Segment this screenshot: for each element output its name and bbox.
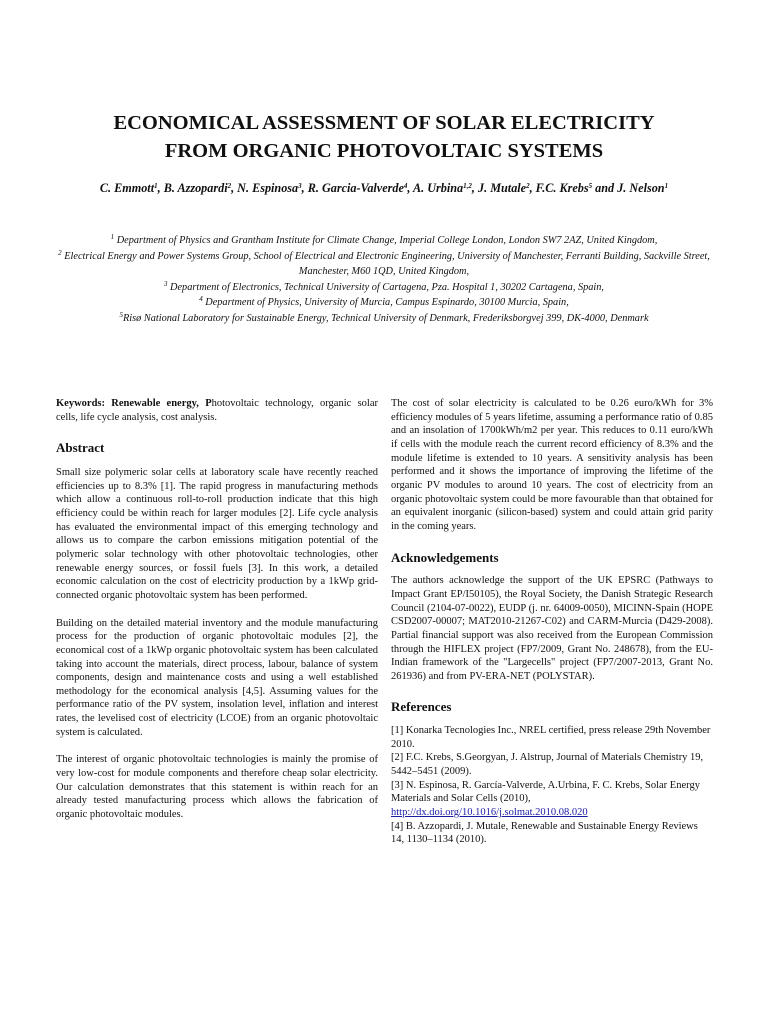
affiliation: [50, 233, 718, 249]
author-affiliation-mark: 4: [403, 182, 408, 190]
author-name: J. Mutale: [478, 181, 527, 195]
affiliation-text: Risø National Laboratory for Sustainable Energy, Technical University of Denmark, Frederiksborgvej 399, DK-4000, Denmark: [122, 312, 649, 324]
abstract-heading: Abstract: [56, 440, 105, 456]
affiliation-mark: 4: [199, 295, 203, 304]
affiliation-text: Department of Physics and Grantham Institute for Climate Change, Imperial College London, London SW7 2AZ, United Kingdom,: [114, 235, 658, 246]
references-heading: References: [391, 699, 452, 715]
affiliation: [50, 280, 718, 296]
author-separator: ,: [301, 181, 308, 195]
keywords-text: hotovoltaic technology, organic solar cells, life cycle analysis, cost analysis.: [56, 398, 378, 423]
abstract-paragraph-3: The interest of organic photovoltaic technologies is mainly the promise of very low-cost for module components and therefore cheap solar electricity. Our calculation demonstrates that this statement is within reach for an already tested manufacturing process which allows the fabrication of organic photovoltaic modules.: [56, 754, 378, 821]
author-affiliation-mark: 1: [154, 182, 158, 190]
reference-3-link[interactable]: http://dx.doi.org/10.1016/j.solmat.2010.08.020: [391, 807, 588, 819]
author-name: B. Azzopardi: [163, 181, 228, 195]
author-affiliation-mark: 1: [664, 182, 669, 190]
author-name: C. Emmott: [99, 181, 155, 195]
affiliation: [50, 249, 718, 280]
affiliation: [50, 295, 718, 311]
author-affiliation-mark: 2: [526, 182, 530, 190]
author-name: N. Espinosa: [237, 181, 299, 195]
reference-4: [4] B. Azzopardi, J. Mutale, Renewable and Sustainable Energy Reviews 14, 1130–1134 (2010).: [391, 820, 698, 846]
author-affiliation-mark: 2: [227, 182, 232, 190]
author-list: [55, 179, 713, 198]
affiliation-mark: 3: [163, 279, 168, 288]
author-affiliation-mark: 3: [298, 182, 302, 190]
affiliation-text: Department of Physics, University of Murcia, Campus Espinardo, 30100 Murcia, Spain,: [202, 297, 569, 309]
keywords-label: Keywords:: [56, 398, 105, 409]
affiliation-mark: 2: [58, 248, 62, 257]
abstract-paragraph-1: Small size polymeric solar cells at laboratory scale have recently reached efficiencies up to 8.3% [1]. The rapid progress in manufacturing methods which allow a continuous roll-to-roll production indicate that this high efficiency could be within reach for larger modules [2]. Life cycle analysis has evaluated the environmental impact of this emerging technology and allows us to compare the carbon emissions mitigation potential of the polymeric solar technology with other photovoltaic technologies, other renewable energy sources, or fossil fuels [3]. In this work, a detailed economic calculation on the cost of electricity production by a 1kWp grid-connected organic photovoltaic system has been performed.: [56, 466, 378, 601]
paper-title: [40, 109, 728, 165]
acknowledgements-heading: Acknowledgements: [391, 549, 499, 565]
author-name: A. Urbina: [413, 181, 464, 195]
author-name: R. Garcia-Valverde: [307, 181, 404, 195]
keywords-bold: Renewable energy, P: [105, 398, 212, 409]
affiliation: [50, 311, 718, 327]
title-line-1: ECONOMICAL ASSESSMENT OF SOLAR ELECTRICITY: [113, 112, 655, 134]
left-column: [56, 397, 378, 822]
reference-3-text: [3] N. Espinosa, R. García-Valverde, A.Urbina, F. C. Krebs, Solar Energy Materials and Solar Cells (2010),: [391, 779, 700, 805]
author-name: J. Nelson: [617, 181, 665, 195]
affiliation-mark: 5: [119, 310, 123, 319]
author-separator: ,: [231, 181, 238, 195]
reference-1: [1] Konarka Tecnologies Inc., NREL certified, press release 29th November 2010.: [391, 725, 711, 750]
author-separator: and: [592, 181, 618, 195]
keywords: [56, 397, 378, 424]
abstract-paragraph-4: The cost of solar electricity is calculated to be 0.26 euro/kWh for 3% efficiency modules of 5 years lifetime, assuming a performance ratio of 0.85 and an insolation of 1700kWh/m2 per year. This reduces to 0.11 euro/kWh if cells with the module reach the current record efficiency of 8.3% and the module lifetime is extended to 10 years. A sensitivity analysis has been performed and it shows the importance of improving the lifetime of the organic PV modules to around 10 years. The cost of electricity from an organic photovoltaic system could be more favourable than that obtained for an equivalent inorganic (silicon-based) system and could attain grid parity in the coming years.: [391, 398, 713, 532]
author-separator: ,: [407, 181, 414, 195]
reference-2: [2] F.C. Krebs, S.Georgyan, J. Alstrup, Journal of Materials Chemistry 19, 5442–5451 (2009).: [391, 752, 704, 778]
author-affiliation-mark: 5: [588, 182, 593, 190]
right-column: [391, 397, 713, 847]
title-line-2: FROM ORGANIC PHOTOVOLTAIC SYSTEMS: [164, 140, 604, 162]
author-separator: ,: [529, 181, 536, 195]
abstract-paragraph-2: Building on the detailed material inventory and the module manufacturing process for the production of organic photovoltaic modules [2], the economical cost of a 1kWp organic photovoltaic system has been calculated taking into account the materials, direct process, labour, balance of system components, design and maintenance costs and using a well established methodology for the economical analysis [4,5]. Assuming values for the performance ratio of the PV system, insolation level, inflation and interest rates, the levelised cost of electricity (LCOE) from an organic photovoltaic system is calculated.: [56, 617, 378, 738]
author-separator: ,: [157, 181, 164, 195]
affiliation-mark: 1: [110, 233, 115, 241]
author-affiliation-mark: 1,2: [463, 182, 472, 190]
reference-3: [391, 779, 713, 820]
author-name: F.C. Krebs: [535, 181, 589, 195]
affiliation-list: [50, 233, 718, 327]
affiliation-text: Electrical Energy and Power Systems Group, School of Electrical and Electronic Engineering, University of Manchester, Ferranti Building, Sackville Street, Manchester, M60 1QD, United Kingdom,: [61, 250, 710, 278]
author-separator: ,: [471, 181, 478, 195]
affiliation-text: Department of Electronics, Technical University of Cartagena, Pza. Hospital 1, 30202 Cartagena, Spain,: [167, 281, 605, 293]
acknowledgements-text: The authors acknowledge the support of the UK EPSRC (Pathways to Impact Grant EP/I50105), the Royal Society, the Danish Strategic Research Council (2104-07-0022), EUDP (j. nr. 64009-0050), MICINN-Spain (HOPE CSD2007-00007; MAT2010-21267-C02) and CARM-Murcia (D429-2008). Partial financial support was also received from the European Commission through the HIFLEX project (FP7/2009, Grant No. 248678), from the EU-Indian framework of the "Largecells" project (FP7/2007-2013, Grant No. 261936) and from PV-ERA-NET (POLYSTAR).: [391, 575, 713, 682]
